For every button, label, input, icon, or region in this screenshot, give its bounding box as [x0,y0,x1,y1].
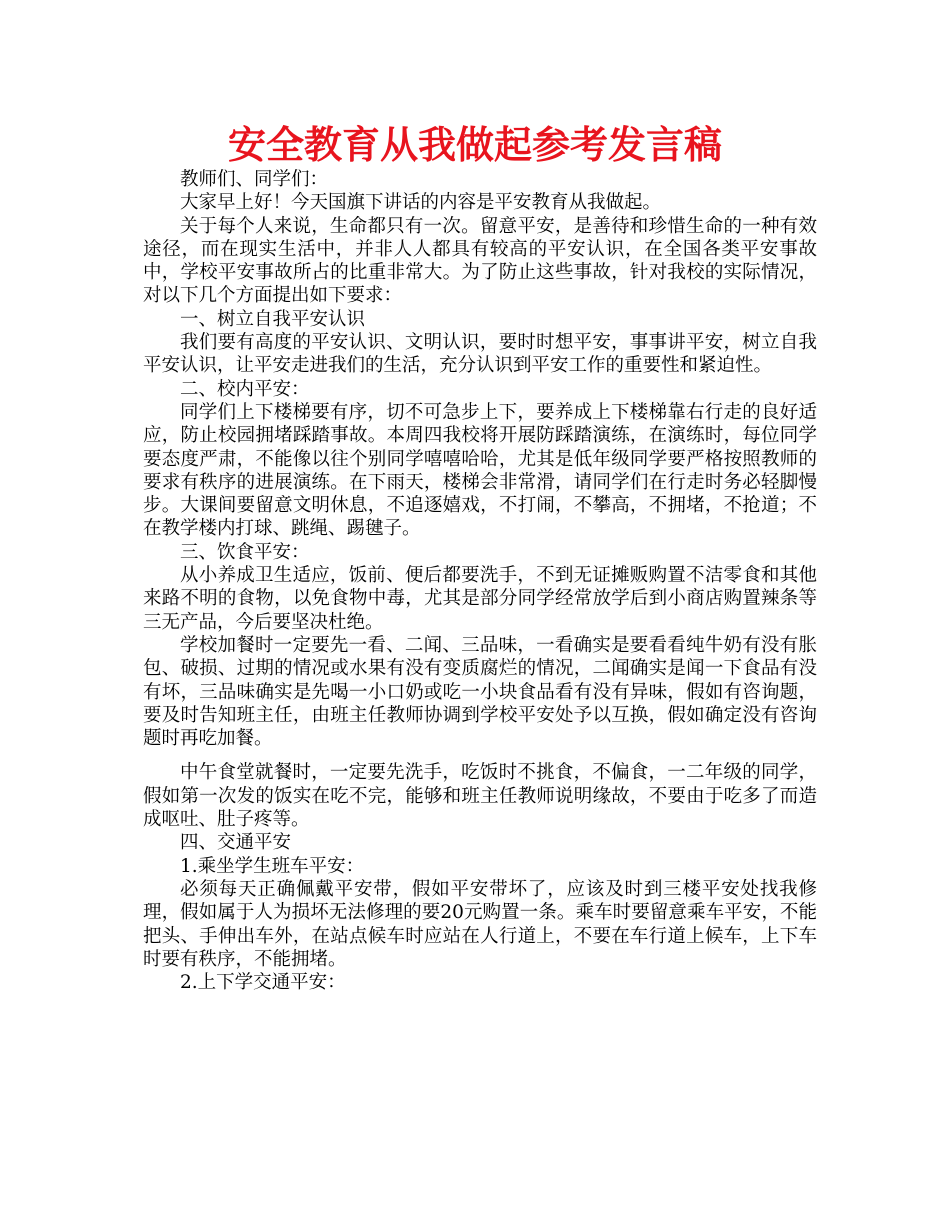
document-body [143,168,817,994]
section-heading-1: 一、树立自我平安认识 [180,308,366,330]
subsection-heading-4-1: 1.乘坐学生班车平安： [180,855,365,877]
section-3-paragraph-1: 从小养成卫生适应，饭前、便后都要洗手，不到无证摊贩购置不洁零食和其他来路不明的食物，以免食物中毒，尤其是部分同学经常放学后到小商店购置辣条等三无产品，今后要坚决杜绝。 [143,565,817,633]
section-3-paragraph-2: 学校加餐时一定要先一看、二闻、三品味，一看确实是要看看纯牛奶有没有胀包、破损、过期的情况或水果有没有变质腐烂的情况，二闻确实是闻一下食品有没有坏，三品味确实是先喝一小口奶或吃一小块食品看有没有异味，假如有咨询题，要及时告知班主任，由班主任教师协调到学校平安处予以互换，假如确定没有咨询题时再吃加餐。 [143,634,817,750]
document-title: 安全教育从我做起参考发言稿 [227,123,722,167]
subsection-heading-4-2: 2.上下学交通平安： [180,972,346,994]
section-2-paragraph: 同学们上下楼梯要有序，切不可急步上下，要养成上下楼梯靠右行走的良好适应，防止校园拥堵踩踏事故。本周四我校将开展防踩踏演练，在演练时，每位同学要态度严肃，不能像以往个别同学嘻嘻哈哈，尤其是低年级同学要严格按照教师的要求有秩序的进展演练。在下雨天，楼梯会非常滑，请同学们在行走时务必轻脚慢步。大课间要留意文明休息，不追逐嬉戏，不打闹，不攀高，不拥堵，不抢道；不在教学楼内打球、跳绳、踢毽子。 [143,401,817,540]
section-heading-3: 三、饮食平安： [180,541,310,563]
section-1-paragraph: 我们要有高度的平安认识、文明认识，要时时想平安，事事讲平安，树立自我平安认识，让平安走进我们的生活，充分认识到平安工作的重要性和紧迫性。 [143,332,817,377]
greeting-paragraph: 教师们、同学们： [180,169,329,190]
section-heading-2: 二、校内平安： [180,378,310,400]
section-heading-4: 四、交通平安 [180,832,292,854]
intro-paragraph: 关于每个人来说，生命都只有一次。留意平安，是善待和珍惜生命的一种有效途径，而在现实生活中，并非人人都具有较高的平安认识，在全国各类平安事故中，学校平安事故所占的比重非常大。为了防止这些事故，针对我校的实际情况，对以下几个方面提出如下要求： [143,215,817,307]
opening-paragraph: 大家早上好！今天国旗下讲话的内容是平安教育从我做起。 [180,192,662,214]
section-3-paragraph-3: 中午食堂就餐时，一定要先洗手，吃饭时不挑食，不偏食，一二年级的同学，假如第一次发的饭实在吃不完，能够和班主任教师说明缘故，不要由于吃多了而造成呕吐、肚子疼等。 [143,762,817,831]
subsection-4-1-paragraph: 必须每天正确佩戴平安带，假如平安带坏了，应该及时到三楼平安处找我修理，假如属于人为损坏无法修理的要20元购置一条。乘车时要留意乘车平安，不能把头、手伸出车外，在站点候车时应站在人行道上，不要在车行道上候车，上下车时要有秩序，不能拥堵。 [143,878,817,970]
